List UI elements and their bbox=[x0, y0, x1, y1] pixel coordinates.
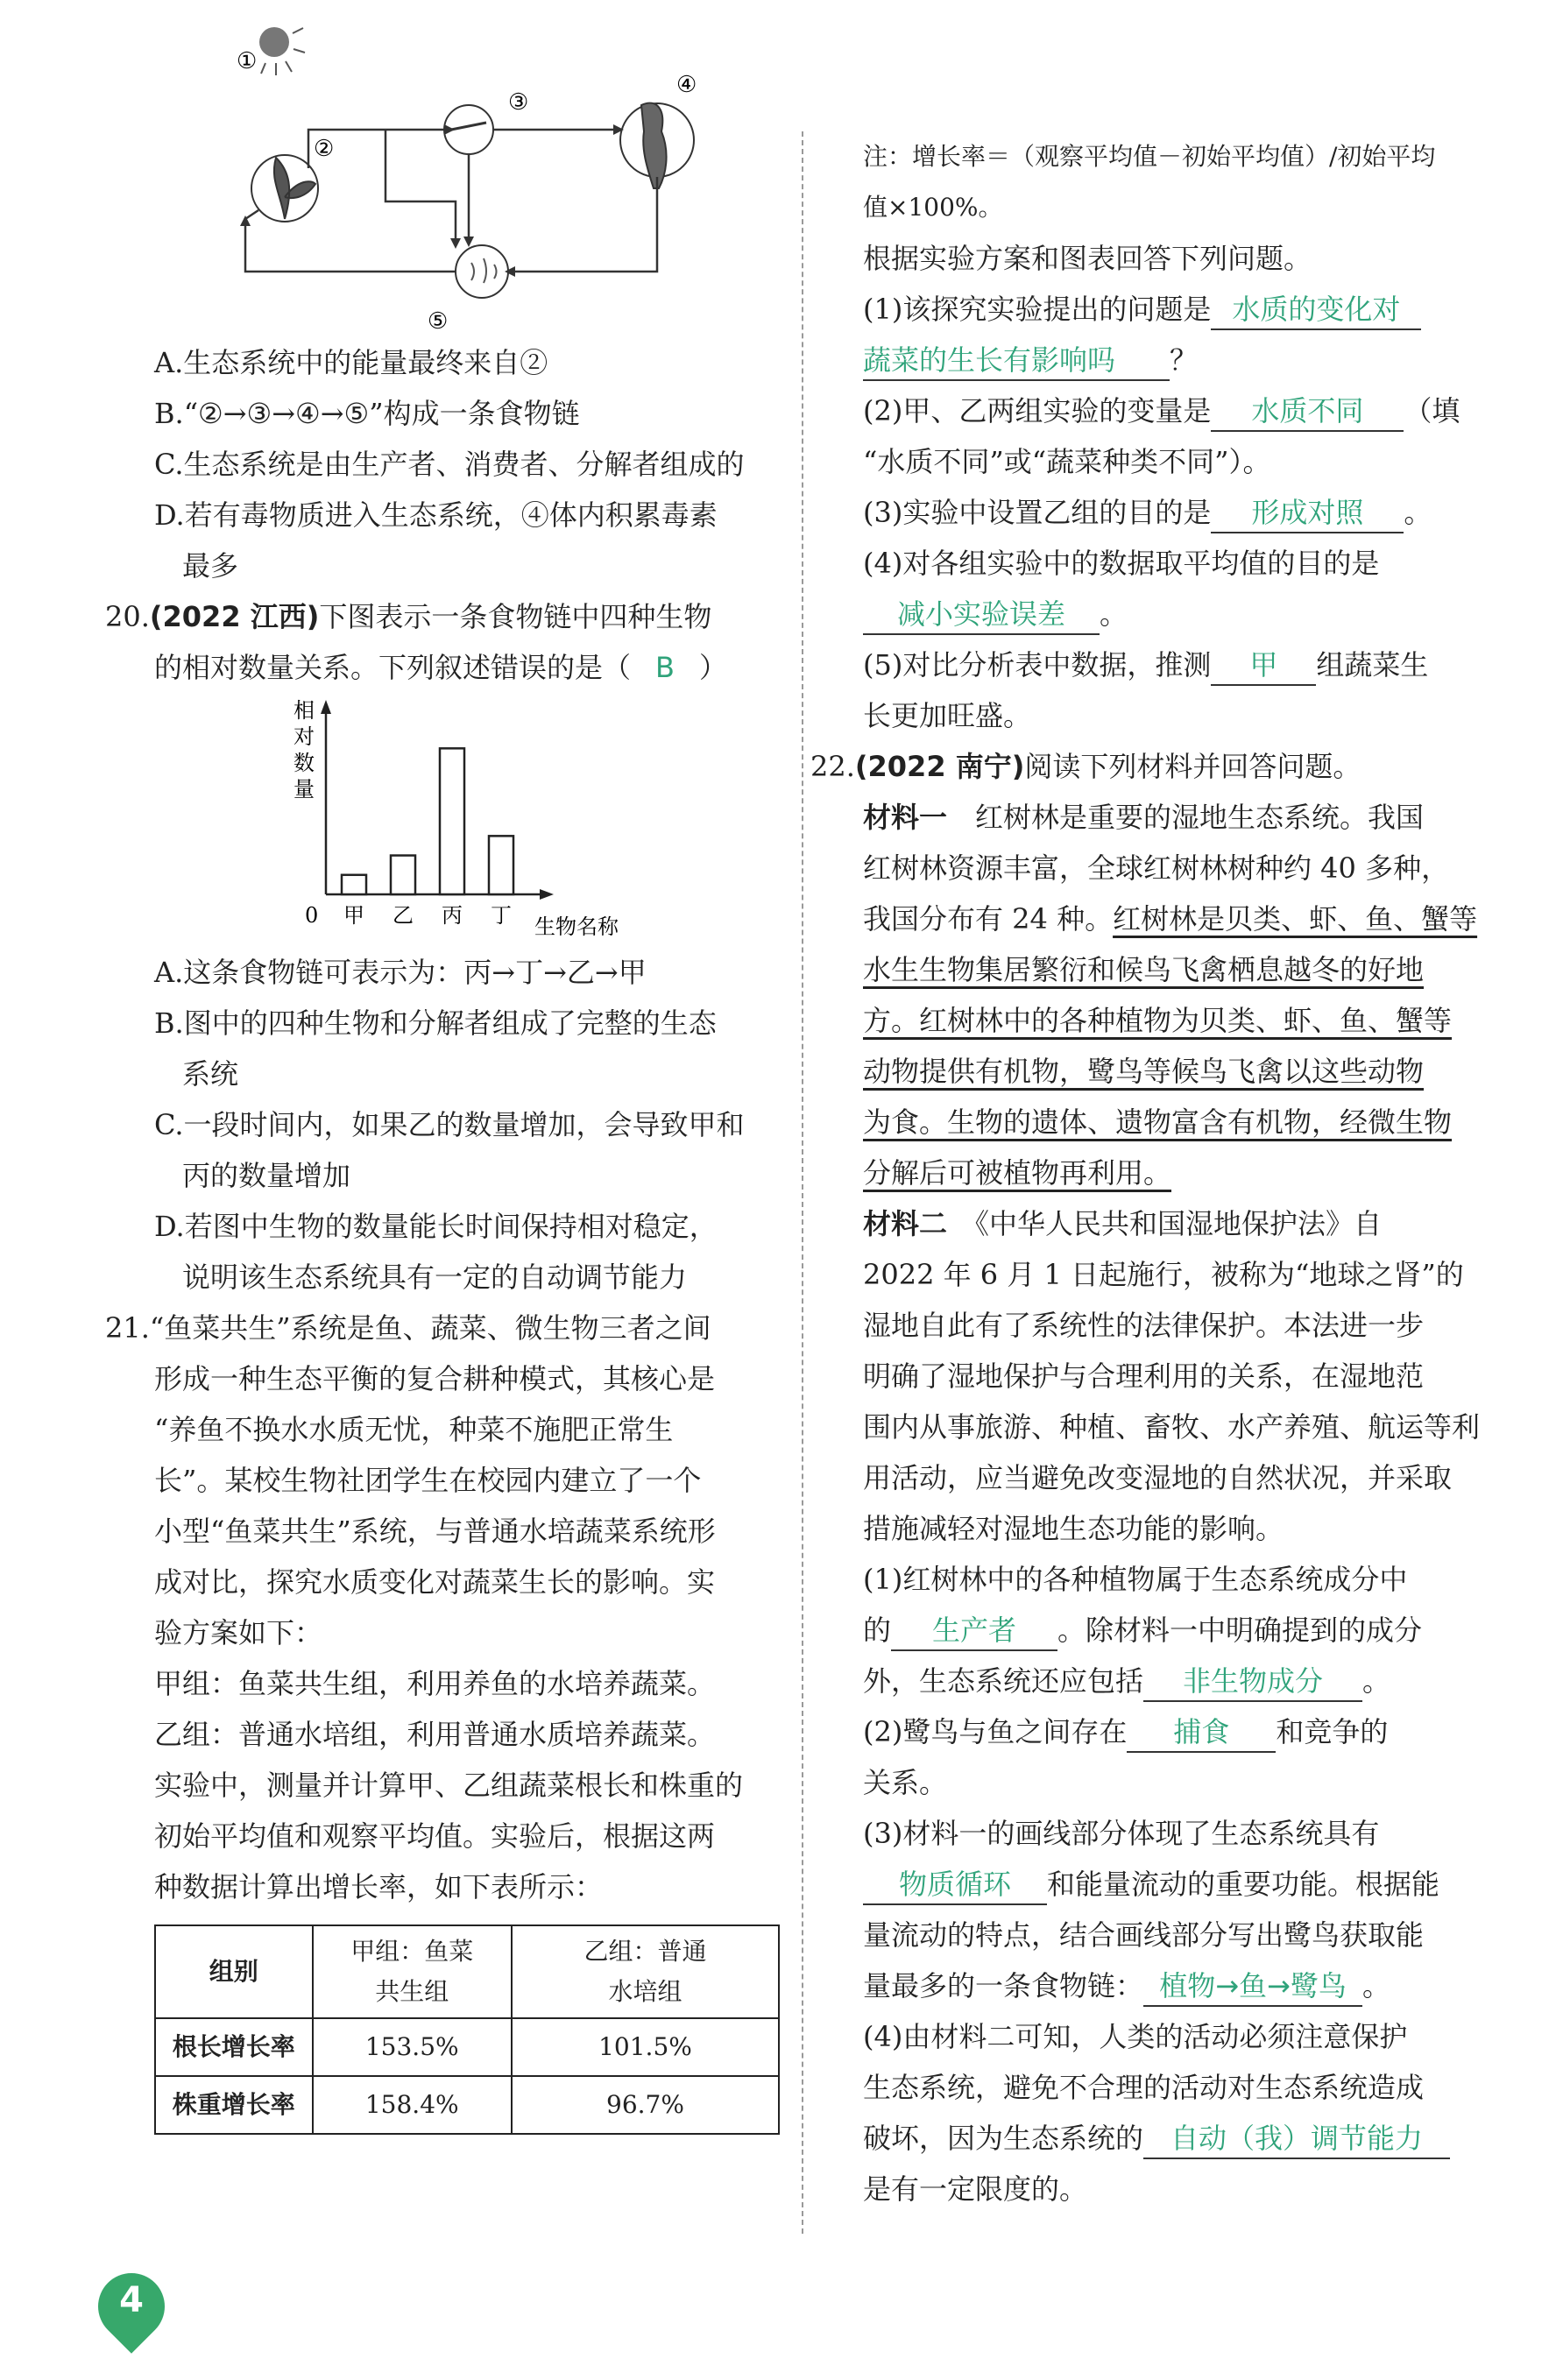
q22-sub-3-cont3: 量最多的一条食物链： 植物→鱼→鹭鸟 。 bbox=[863, 1960, 1494, 2011]
x-tick-label: 乙 bbox=[393, 903, 414, 928]
q22-sub-3-cont2: 量流动的特点，结合画线部分写出鹭鸟获取能 bbox=[863, 1918, 1425, 1952]
bar-乙 bbox=[391, 856, 415, 894]
decomposer-circle bbox=[456, 245, 508, 298]
q21-line-1: 21.“鱼菜共生”系统是鱼、蔬菜、微生物三者之间 bbox=[105, 1311, 711, 1345]
q21-sub-1: (1)该探究实验提出的问题是 水质的变化对 bbox=[863, 284, 1494, 335]
q21-number: 21. bbox=[105, 1311, 150, 1345]
x-tick-label: 甲 bbox=[343, 903, 364, 928]
chart-ylabel-1: 相 bbox=[294, 698, 315, 723]
q21-line-8: 甲组：鱼菜共生组，利用养鱼的水培养蔬菜。 bbox=[154, 1667, 716, 1700]
sun-icon bbox=[259, 27, 289, 57]
q20-option-d-cont: 说明该生态系统具有一定的自动调节能力 bbox=[182, 1261, 688, 1294]
q21-line-10: 实验中，测量并计算甲、乙组蔬菜根长和株重的 bbox=[154, 1769, 744, 1802]
q20-option-d: D.若图中生物的数量能长时间保持相对稳定， bbox=[154, 1210, 718, 1243]
q21-sub-2-cont: “水质不同”或“蔬菜种类不同”）。 bbox=[863, 445, 1271, 478]
material2-label: 材料二 bbox=[863, 1207, 948, 1240]
q22-material2-line-3: 湿地自此有了系统性的法律保护。本法进一步 bbox=[863, 1309, 1425, 1342]
column-divider bbox=[802, 131, 803, 2234]
q22-material2-line-6: 用活动，应当避免改变湿地的自然状况，并采取 bbox=[863, 1461, 1453, 1494]
q20-answer: B bbox=[655, 651, 675, 684]
q21-sub-4: (4)对各组实验中的数据取平均值的目的是 bbox=[863, 547, 1380, 580]
label-4: ④ bbox=[676, 72, 697, 98]
page-number: 4 bbox=[119, 2280, 144, 2320]
q21-line-7: 验方案如下： bbox=[154, 1616, 323, 1649]
q22-sub-1-cont: 的 生产者 。除材料一中明确提到的成分 bbox=[863, 1605, 1494, 1656]
q22-material1-line-8: 分解后可被植物再利用。 bbox=[863, 1156, 1172, 1190]
q22-sub-2-cont: 关系。 bbox=[863, 1766, 948, 1799]
answer-blank: 甲 bbox=[1211, 646, 1316, 686]
ecosystem-diagram bbox=[105, 0, 780, 337]
q22-sub-4-cont3: 是有一定限度的。 bbox=[863, 2172, 1088, 2206]
q22-sub-2: (2)鹭鸟与鱼之间存在 捕食 和竞争的 bbox=[863, 1706, 1494, 1757]
label-3: ③ bbox=[508, 89, 529, 116]
q20-stem-2: 的相对数量关系。下列叙述错误的是（ bbox=[154, 651, 632, 684]
table-cell: 96.7% bbox=[512, 2076, 779, 2134]
q21-sub-5: (5)对比分析表中数据，推测 甲 组蔬菜生 bbox=[863, 639, 1494, 690]
q21-sub-2: (2)甲、乙两组实验的变量是 水质不同 （填 bbox=[863, 385, 1494, 436]
q22-material1-line-2: 红树林资源丰富，全球红树林树种约 40 多种， bbox=[863, 851, 1450, 885]
answer-blank: 物质循环 bbox=[863, 1865, 1047, 1905]
table-cell: 101.5% bbox=[512, 2018, 779, 2076]
q21-line-12: 种数据计算出增长率，如下表所示： bbox=[154, 1870, 604, 1903]
q20-number: 20. bbox=[105, 600, 150, 633]
left-column bbox=[105, 0, 780, 2135]
q20-stem bbox=[105, 591, 780, 642]
answer-blank: 蔬菜的生长有影响吗 bbox=[863, 341, 1170, 381]
q21-note-2: 值×100%。 bbox=[863, 193, 1003, 222]
table-header-a: 甲组：鱼菜 共生组 bbox=[313, 1925, 512, 2018]
answer-blank: 自动（我）调节能力 bbox=[1143, 2119, 1450, 2159]
q22-source: (2022 南宁) bbox=[854, 750, 1025, 783]
chart-origin: 0 bbox=[305, 903, 319, 928]
table-header-b: 乙组：普通 水培组 bbox=[512, 1925, 779, 2018]
q21-note-1: 注：增长率＝（观察平均值－初始平均值）/初始平均 bbox=[863, 142, 1436, 171]
q20-option-b: B.图中的四种生物和分解者组成了完整的生态 bbox=[154, 1006, 717, 1040]
q20-stem-1: 下图表示一条食物链中四种生物 bbox=[319, 600, 712, 633]
chart-ylabel-3: 数 bbox=[294, 751, 315, 775]
q22-material1-line-3: 我国分布有 24 种。红树林是贝类、虾、鱼、蟹等 bbox=[863, 902, 1478, 936]
q20-option-c-cont: 丙的数量增加 bbox=[182, 1159, 351, 1192]
q22-material1-line-4: 水生生物集居繁衍和候鸟飞禽栖息越冬的好地 bbox=[863, 953, 1425, 986]
q22-material1-line-5: 方。红树林中的各种植物为贝类、虾、鱼、蟹等 bbox=[863, 1004, 1453, 1037]
q22-material2-line-5: 围内从事旅游、种植、畜牧、水产养殖、航运等利 bbox=[863, 1410, 1481, 1444]
label-5: ⑤ bbox=[428, 308, 449, 335]
q22-number: 22. bbox=[810, 750, 855, 783]
q21-line-3: “养鱼不换水水质无忧，种菜不施肥正常生 bbox=[154, 1413, 674, 1446]
q22-sub-1-cont2: 外，生态系统还应包括 非生物成分 。 bbox=[863, 1656, 1494, 1706]
q22-sub-4-cont: 生态系统，避免不合理的活动对生态系统造成 bbox=[863, 2071, 1425, 2104]
bar-甲 bbox=[342, 875, 366, 894]
answer-blank: 形成对照 bbox=[1211, 493, 1404, 533]
q22-sub-3-cont: 物质循环 和能量流动的重要功能。根据能 bbox=[863, 1859, 1494, 1910]
q21-sub-3: (3)实验中设置乙组的目的是 形成对照 。 bbox=[863, 487, 1494, 538]
q21-line-6: 成对比，探究水质变化对蔬菜生长的影响。实 bbox=[154, 1565, 716, 1599]
x-tick-label: 丁 bbox=[491, 903, 512, 928]
answer-blank: 水质不同 bbox=[1211, 392, 1404, 432]
x-tick-label: 丙 bbox=[442, 903, 463, 928]
answer-blank: 捕食 bbox=[1127, 1713, 1276, 1753]
chart-xlabel: 生物名称 bbox=[534, 915, 619, 939]
table-row bbox=[155, 2018, 779, 2076]
q22-sub-4-cont2: 破坏，因为生态系统的 自动（我）调节能力 bbox=[863, 2113, 1494, 2164]
q19-option-c: C.生态系统是由生产者、消费者、分解者组成的 bbox=[154, 448, 745, 481]
q19-option-d: D.若有毒物质进入生态系统，④体内积累毒素 bbox=[154, 498, 718, 532]
answer-blank: 减小实验误差 bbox=[863, 595, 1100, 635]
q22-material2-line-7: 措施减轻对湿地生态功能的影响。 bbox=[863, 1512, 1284, 1545]
q20-stem-line2 bbox=[105, 642, 780, 693]
q22-sub-1: (1)红树林中的各种植物属于生态系统成分中 bbox=[863, 1563, 1408, 1596]
q22-material2-line-4: 明确了湿地保护与合理利用的关系，在湿地范 bbox=[863, 1359, 1425, 1393]
table-row bbox=[155, 2076, 779, 2134]
q19-option-a: A.生态系统中的能量最终来自② bbox=[154, 346, 548, 379]
answer-blank: 生产者 bbox=[891, 1611, 1057, 1651]
q21-intro: 根据实验方案和图表回答下列问题。 bbox=[863, 242, 1312, 275]
bar-丙 bbox=[440, 748, 464, 894]
q21-data-table bbox=[154, 1924, 780, 2135]
q22-sub-4: (4)由材料二可知，人类的活动必须注意保护 bbox=[863, 2020, 1408, 2053]
table-row-label: 根长增长率 bbox=[155, 2018, 313, 2076]
q20-option-a: A.这条食物链可表示为：丙→丁→乙→甲 bbox=[154, 956, 647, 989]
q21-sub-5-cont: 长更加旺盛。 bbox=[863, 699, 1032, 732]
q22-material1-line-7: 为食。生物的遗体、遗物富含有机物，经微生物 bbox=[863, 1105, 1453, 1139]
q22-material2-line-1: 材料二 《中华人民共和国湿地保护法》自 bbox=[863, 1207, 1383, 1240]
q21-line-2: 形成一种生态平衡的复合耕种模式，其核心是 bbox=[154, 1362, 716, 1395]
q21-line-11: 初始平均值和观察平均值。实验后，根据这两 bbox=[154, 1819, 716, 1853]
q22-stem: 22.(2022 南宁)阅读下列材料并回答问题。 bbox=[810, 750, 1361, 783]
table-cell: 158.4% bbox=[313, 2076, 512, 2134]
right-column bbox=[810, 131, 1494, 2214]
answer-blank: 水质的变化对 bbox=[1211, 290, 1421, 330]
q19-option-d-cont: 最多 bbox=[182, 549, 239, 583]
q21-line-9: 乙组：普通水培组，利用普通水质培养蔬菜。 bbox=[154, 1718, 716, 1751]
chart-ylabel-2: 对 bbox=[294, 724, 315, 749]
q22-sub-3: (3)材料一的画线部分体现了生态系统具有 bbox=[863, 1817, 1380, 1850]
q20-option-b-cont: 系统 bbox=[182, 1057, 239, 1091]
chart-ylabel-4: 量 bbox=[294, 777, 315, 802]
q21-sub-4-cont: 减小实验误差 。 bbox=[863, 589, 1494, 639]
bar-丁 bbox=[489, 836, 513, 894]
q20-source: (2022 江西) bbox=[149, 600, 320, 633]
table-header-row bbox=[155, 1925, 779, 2018]
answer-blank: 植物→鱼→鹭鸟 bbox=[1143, 1967, 1362, 2007]
table-row-label: 株重增长率 bbox=[155, 2076, 313, 2134]
q20-stem-end: ） bbox=[698, 651, 727, 684]
table-header-group: 组别 bbox=[155, 1925, 313, 2018]
q20-option-c: C.一段时间内，如果乙的数量增加，会导致甲和 bbox=[154, 1108, 745, 1141]
food-chain-bar-chart bbox=[105, 693, 780, 947]
q22-material1-line-1: 材料一 红树林是重要的湿地生态系统。我国 bbox=[863, 801, 1425, 834]
q22-material1-line-6: 动物提供有机物，鹭鸟等候鸟飞禽以这些动物 bbox=[863, 1055, 1425, 1088]
material1-label: 材料一 bbox=[863, 801, 948, 834]
label-1: ① bbox=[237, 48, 258, 74]
label-2: ② bbox=[314, 136, 335, 162]
table-cell: 153.5% bbox=[313, 2018, 512, 2076]
answer-blank: 非生物成分 bbox=[1143, 1662, 1362, 1702]
q21-sub-1-cont: 蔬菜的生长有影响吗 ？ bbox=[863, 335, 1494, 385]
q21-line-4: 长”。某校生物社团学生在校园内建立了一个 bbox=[154, 1464, 702, 1497]
q19-option-b: B.“②→③→④→⑤”构成一条食物链 bbox=[154, 397, 580, 430]
q21-line-5: 小型“鱼菜共生”系统，与普通水培蔬菜系统形 bbox=[154, 1515, 716, 1548]
q22-material2-line-2: 2022 年 6 月 1 日起施行，被称为“地球之肾”的 bbox=[863, 1258, 1464, 1291]
